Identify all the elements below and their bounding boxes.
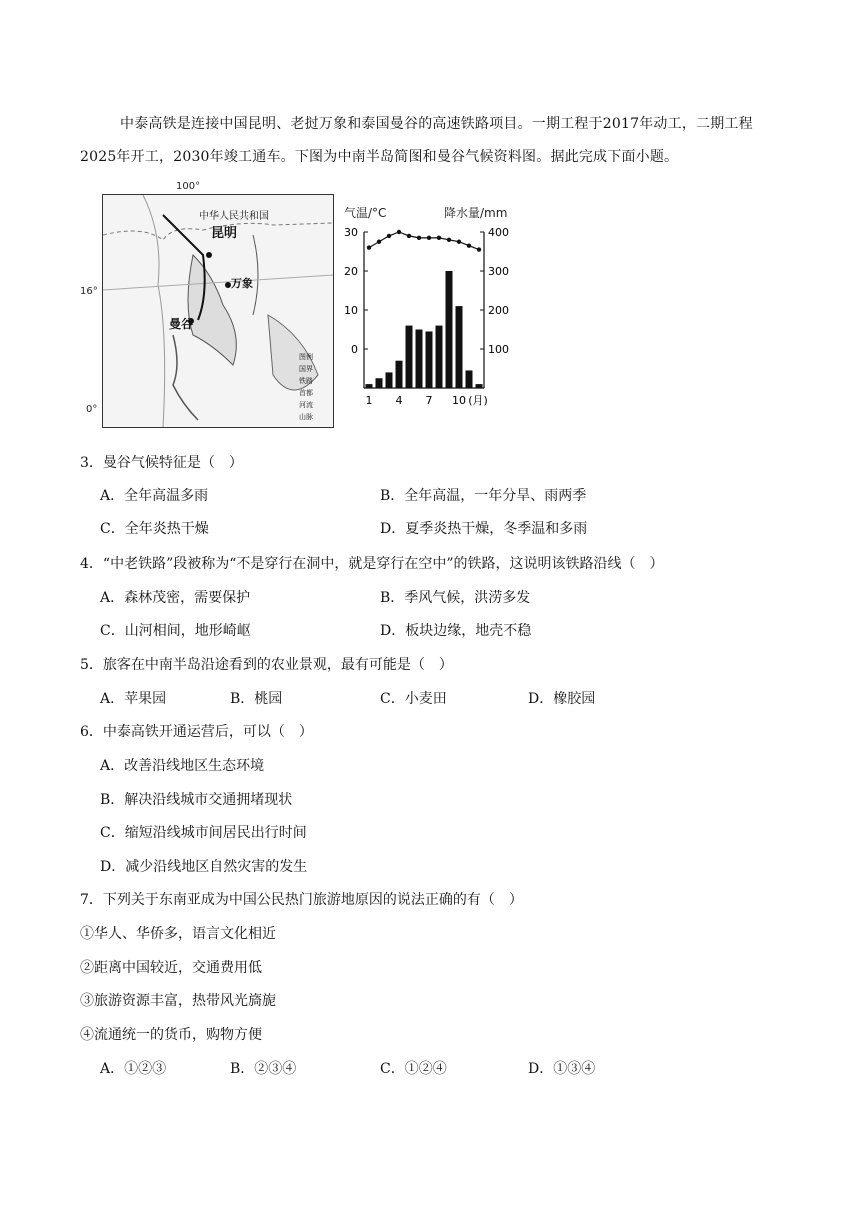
q3-option-c: C．全年炎热干燥 xyxy=(100,521,209,537)
map-lon-label: 100° xyxy=(176,181,201,192)
temp-line xyxy=(369,232,479,250)
map-lat0-label: 0° xyxy=(86,404,98,415)
precip-bar xyxy=(376,378,383,388)
q4-option-b: B．季风气候，洪涝多发 xyxy=(380,590,531,606)
q3-option-a: A．全年高温多雨 xyxy=(100,488,209,504)
q6-option-b: B．解决沿线城市交通拥堵现状 xyxy=(100,792,293,808)
q5-option-d: D．橡胶园 xyxy=(528,691,596,707)
temp-tick-label: 0 xyxy=(351,343,358,356)
indochina-map xyxy=(102,194,334,428)
q6-option-a: A．改善沿线地区生态环境 xyxy=(100,758,265,774)
temp-tick-label: 30 xyxy=(344,226,358,239)
temp-point xyxy=(437,236,441,240)
precip-tick-label: 100 xyxy=(488,343,509,356)
temp-point xyxy=(417,236,421,240)
x-tick-label: 1 xyxy=(365,394,373,407)
q7-option-b: B．②③④ xyxy=(230,1061,297,1077)
q5-option-c: C．小麦田 xyxy=(380,691,447,707)
temp-point xyxy=(377,240,381,244)
legend-item: 河流 xyxy=(299,401,313,409)
chart-ylabel: 气温/°C xyxy=(344,206,387,220)
precip-bar xyxy=(406,326,413,388)
q5-option-a: A．苹果园 xyxy=(100,691,167,707)
precip-bar xyxy=(466,370,473,388)
precip-bar xyxy=(446,271,453,388)
temp-point xyxy=(367,245,371,249)
map-country-label: 中华人民共和国 xyxy=(199,211,269,222)
q3-option-d: D．夏季炎热干燥，冬季温和多雨 xyxy=(380,521,588,537)
q3-option-b: B．全年高温，一年分旱、雨两季 xyxy=(380,488,587,504)
chart-y2label: 降水量/mm xyxy=(444,206,508,220)
climate-chart xyxy=(338,200,510,420)
legend-title: 图例 xyxy=(299,353,313,361)
precip-bar xyxy=(436,326,443,388)
temp-tick-label: 10 xyxy=(344,304,358,317)
q4-option-c: C．山河相间，地形崎岖 xyxy=(100,623,251,639)
x-tick-label: (月) xyxy=(468,394,488,407)
map-lat16-label: 16° xyxy=(80,286,98,297)
precip-bar xyxy=(396,361,403,388)
x-tick-label: 7 xyxy=(425,394,433,407)
legend-item: 铁路 xyxy=(299,377,313,385)
temp-point xyxy=(397,230,401,234)
q7-item-1: ①华人、华侨多，语言文化相近 xyxy=(80,926,276,942)
precip-tick-label: 400 xyxy=(488,226,509,239)
x-tick-label: 4 xyxy=(395,394,403,407)
map-wanxiang-label: 万象 xyxy=(231,277,253,290)
map-legend xyxy=(299,351,313,423)
precip-bar xyxy=(426,331,433,388)
precip-bar xyxy=(476,384,483,388)
q4-option-a: A．森林茂密，需要保护 xyxy=(100,590,251,606)
precip-tick-label: 200 xyxy=(488,304,509,317)
q7-item-2: ②距离中国较近，交通费用低 xyxy=(80,960,262,976)
q4-option-d: D．板块边缘，地壳不稳 xyxy=(380,623,532,639)
temp-point xyxy=(407,234,411,238)
temp-point xyxy=(477,247,481,251)
intro-paragraph: 中泰高铁是连接中国昆明、老挝万象和泰国曼谷的高速铁路项目。一期工程于2017年动工，二期工程2025年开工，2030年竣工通车。下图为中南半岛简图和曼谷气候资料图。据此完成下面小题。 xyxy=(80,116,753,165)
temp-point xyxy=(447,238,451,242)
q7-option-d: D．①③④ xyxy=(528,1061,596,1077)
temp-point xyxy=(467,243,471,247)
question-6-stem: 6．中泰高铁开通运营后，可以（ ） xyxy=(80,724,313,740)
q7-item-4: ④流通统一的货币，购物方便 xyxy=(80,1027,262,1043)
q6-option-c: C．缩短沿线城市间居民出行时间 xyxy=(100,825,307,841)
question-7-stem: 7．下列关于东南亚成为中国公民热门旅游地原因的说法正确的有（ ） xyxy=(80,892,523,908)
map-kunming-label: 昆明 xyxy=(211,226,238,241)
temp-point xyxy=(427,236,431,240)
precip-bar xyxy=(386,372,393,388)
q6-option-d: D．减少沿线地区自然灾害的发生 xyxy=(100,859,308,875)
question-5-stem: 5．旅客在中南半岛沿途看到的农业景观，最有可能是（ ） xyxy=(80,657,453,673)
x-tick-label: 10 xyxy=(452,394,466,407)
q7-option-a: A．①②③ xyxy=(100,1061,167,1077)
temp-tick-label: 20 xyxy=(344,265,358,278)
temp-point xyxy=(457,240,461,244)
legend-item: 山脉 xyxy=(299,413,313,421)
precip-bar xyxy=(456,306,463,388)
precip-bar xyxy=(366,384,373,388)
chart-plot xyxy=(338,200,510,420)
map-bangkok-label: 曼谷 xyxy=(169,317,194,331)
legend-item: 国界 xyxy=(299,365,313,373)
temp-point xyxy=(387,234,391,238)
question-3-stem: 3．曼谷气候特征是（ ） xyxy=(80,455,243,471)
precip-bar xyxy=(416,330,423,389)
precip-tick-label: 300 xyxy=(488,265,509,278)
q7-option-c: C．①②④ xyxy=(380,1061,447,1077)
q5-option-b: B．桃园 xyxy=(230,691,283,707)
legend-item: 首都 xyxy=(299,389,313,397)
q7-item-3: ③旅游资源丰富，热带风光旖旎 xyxy=(80,993,276,1009)
question-4-stem: 4．“中老铁路”段被称为“不是穿行在洞中，就是穿行在空中”的铁路，这说明该铁路沿线（ ） xyxy=(80,556,664,572)
